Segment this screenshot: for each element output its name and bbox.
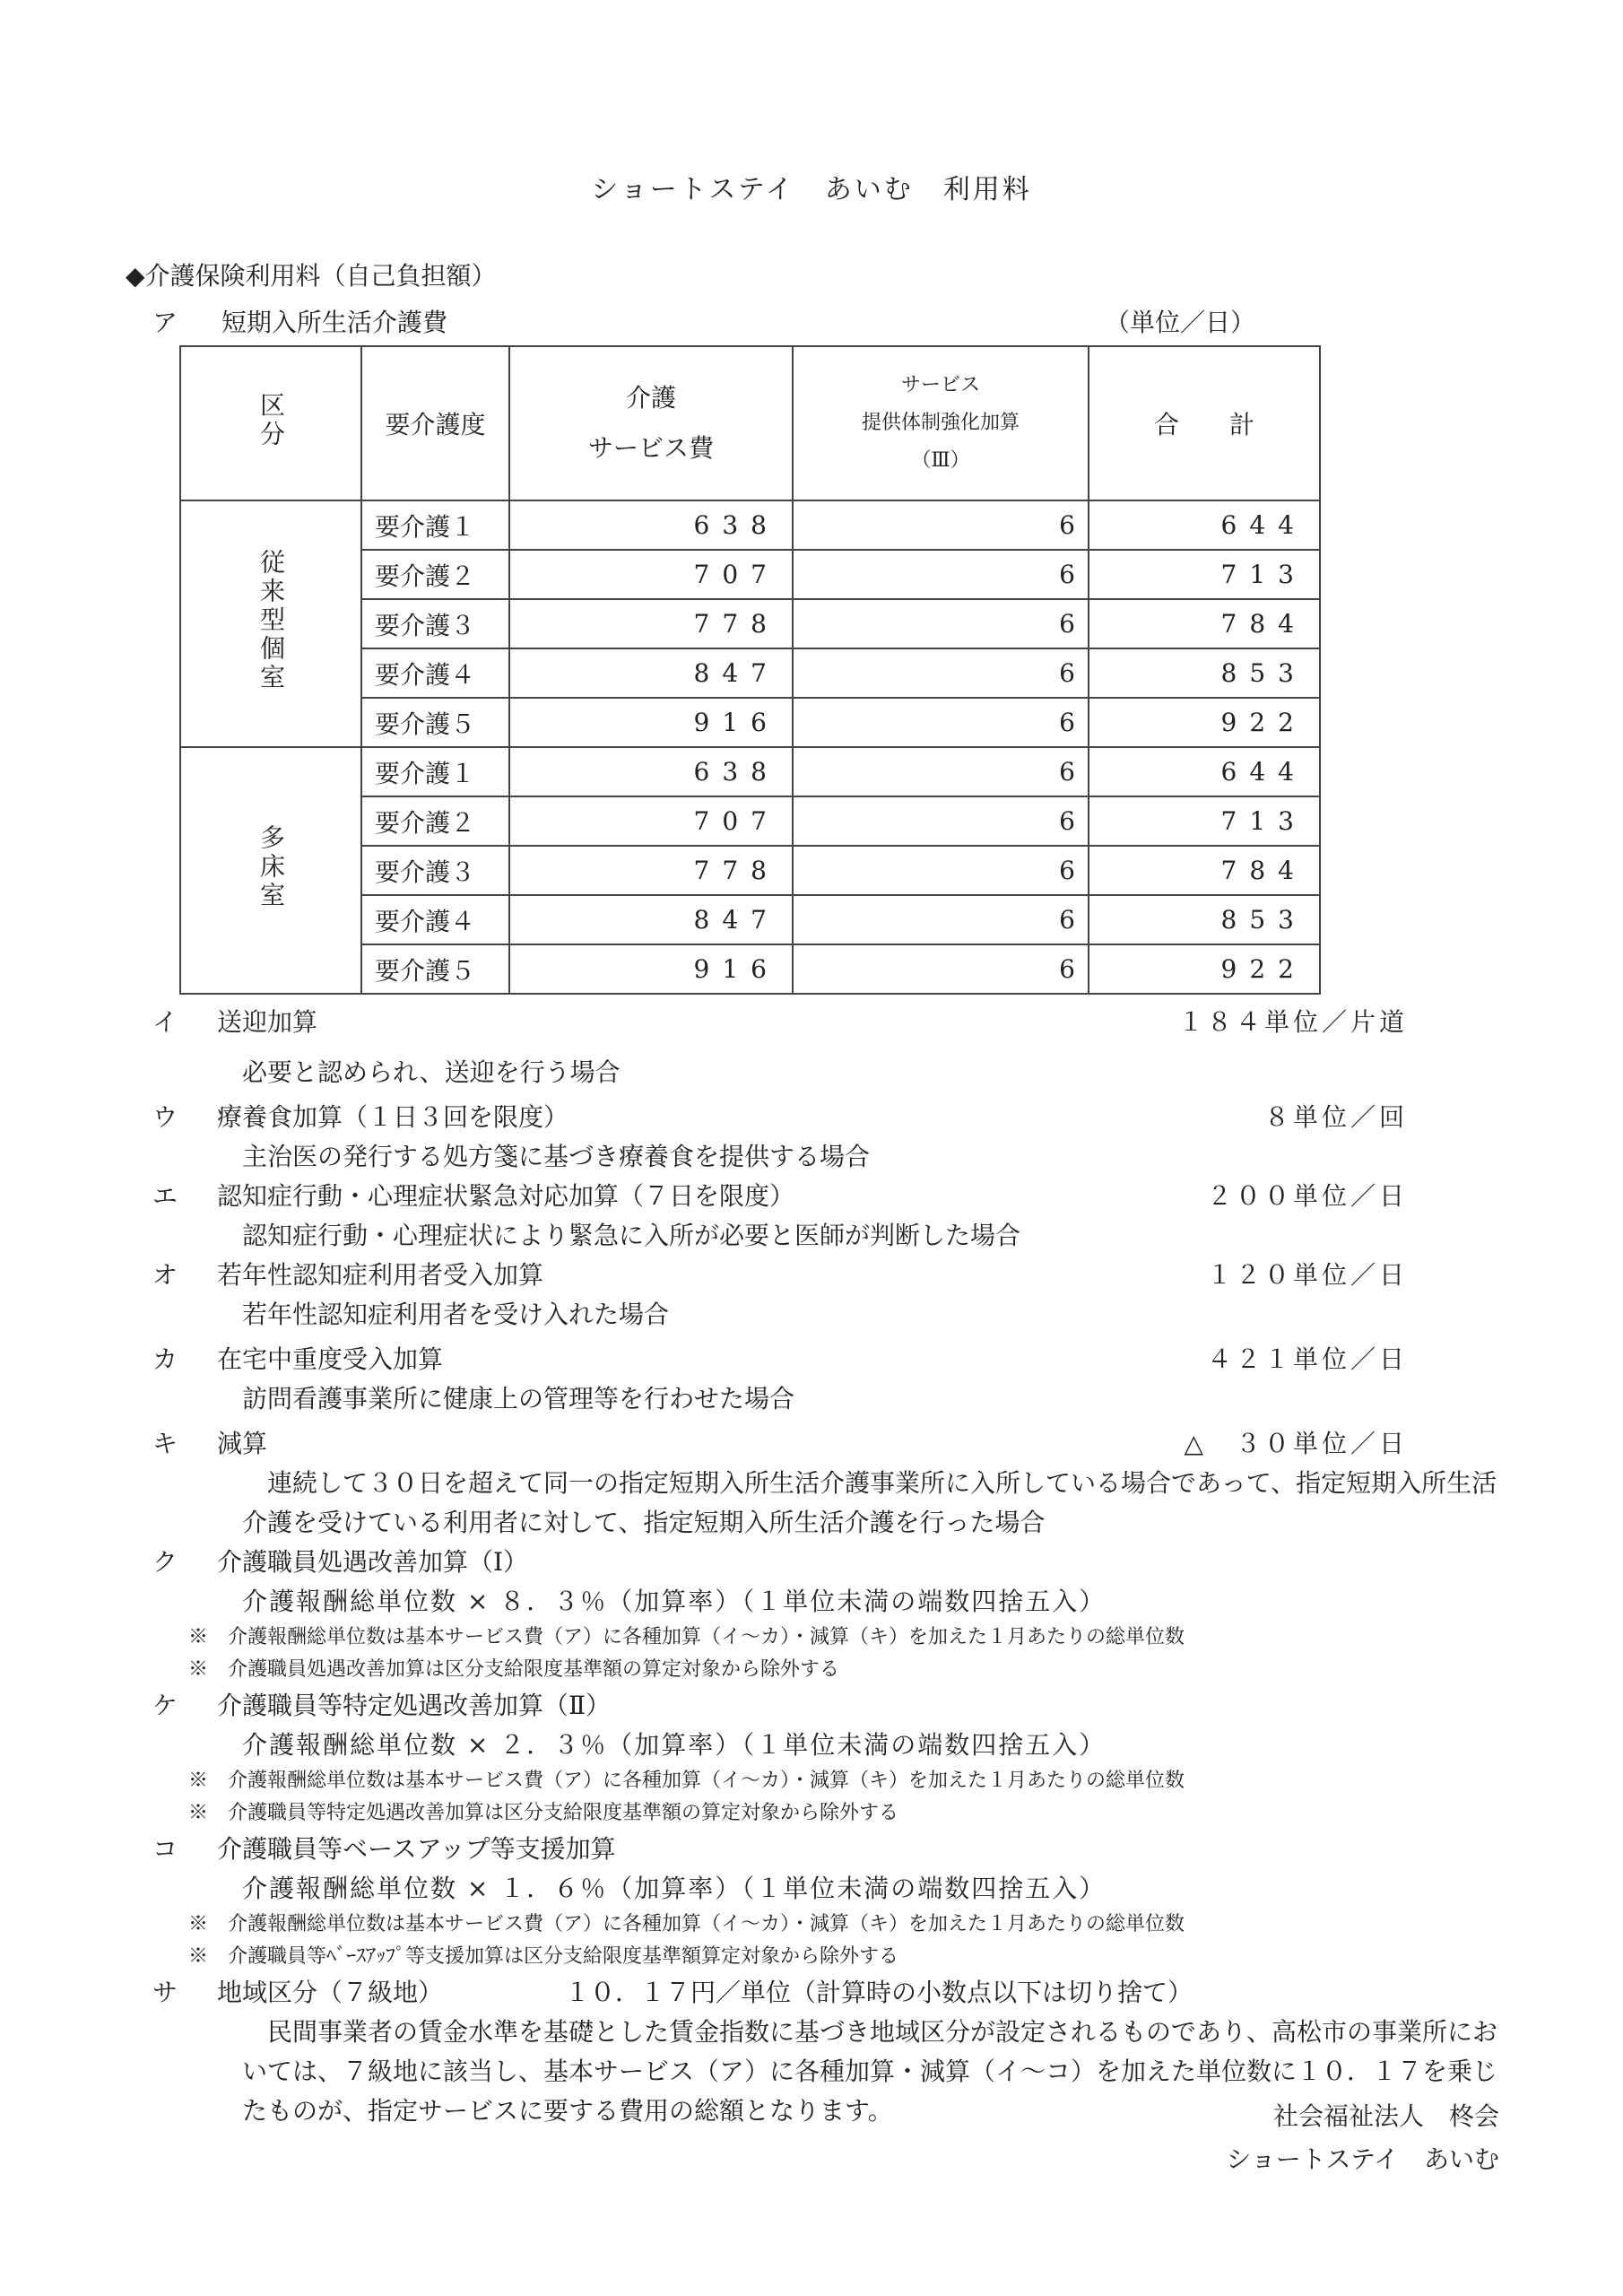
item-value: １８４単位／片道 <box>1177 1007 1408 1037</box>
cell-add: 6 <box>793 895 1089 944</box>
item-note: ※ 介護報酬総単位数は基本サービス費（ア）に各種加算（イ～カ）・減算（キ）を加えた１月あたりの総単位数 <box>188 1913 1185 1935</box>
item-mark: カ <box>152 1344 178 1374</box>
cell-add: 6 <box>793 599 1089 648</box>
item-ki <box>152 1424 1506 1464</box>
subsection-a <box>152 303 1255 339</box>
item-mark: ク <box>152 1547 178 1577</box>
item-e <box>152 1177 1506 1216</box>
item-formula: 介護報酬総単位数 × ２．３％（加算率）（１単位未満の端数四捨五入） <box>242 1730 1107 1760</box>
item-mark: サ <box>152 1978 178 2007</box>
cell-total: 922 <box>1089 944 1320 994</box>
signature-facility: ショートステイ あいむ <box>1226 2144 1499 2174</box>
cell-total: 644 <box>1089 500 1320 550</box>
header-level: 要介護度 <box>361 346 509 500</box>
item-i <box>152 1003 1506 1042</box>
cell-level: 要介護５ <box>361 698 509 747</box>
header-service: 介護 サービス費 <box>509 346 793 500</box>
item-label: 在宅中重度受入加算 <box>217 1344 444 1374</box>
item-note: ※ 介護職員等ﾍﾞｰｽｱｯﾌﾟ等支援加算は区分支給限度基準額算定対象から除外する <box>188 1945 899 1968</box>
item-value: ４２１単位／日 <box>1206 1344 1408 1374</box>
item-desc: 連続して３０日を超えて同一の指定短期入所生活介護事業所に入所している場合であって、指定短期入所生活介護を受けている利用者に対して、指定短期入所生活介護を行った場合 <box>242 1468 1497 1537</box>
cell-service: 638 <box>509 747 793 796</box>
item-note: ※ 介護職員等特定処遇改善加算は区分支給限度基準額の算定対象から除外する <box>188 1802 899 1824</box>
cell-total: 922 <box>1089 698 1320 747</box>
item-value: ２００単位／日 <box>1206 1181 1408 1211</box>
header-add: サービス 提供体制強化加算 （Ⅲ） <box>793 346 1089 500</box>
item-desc: 認知症行動・心理症状により緊急に入所が必要と医師が判断した場合 <box>242 1221 1021 1250</box>
cell-service: 638 <box>509 500 793 550</box>
item-mark: コ <box>152 1834 178 1864</box>
header-total: 合 計 <box>1089 346 1320 500</box>
item-note: ※ 介護報酬総単位数は基本サービス費（ア）に各種加算（イ～カ）・減算（キ）を加えた１月あたりの総単位数 <box>188 1770 1185 1792</box>
cell-service: 847 <box>509 895 793 944</box>
item-note: ※ 介護報酬総単位数は基本サービス費（ア）に各種加算（イ～カ）・減算（キ）を加えた１月あたりの総単位数 <box>188 1626 1185 1648</box>
cell-total: 784 <box>1089 846 1320 895</box>
cell-total: 713 <box>1089 796 1320 846</box>
subsection-a-mark: ア <box>152 308 178 337</box>
signature-org: 社会福祉法人 柊会 <box>1272 2101 1499 2131</box>
subsection-a-unit: （単位／日） <box>1104 308 1255 337</box>
cell-total: 853 <box>1089 648 1320 698</box>
item-ku <box>152 1543 1506 1582</box>
item-mark: オ <box>152 1260 178 1290</box>
cell-level: 要介護２ <box>361 550 509 599</box>
item-desc: 主治医の発行する処方箋に基づき療養食を提供する場合 <box>242 1142 871 1171</box>
cell-add: 6 <box>793 648 1089 698</box>
cell-add: 6 <box>793 550 1089 599</box>
item-u <box>152 1098 1506 1137</box>
item-desc: 若年性認知症利用者を受け入れた場合 <box>242 1300 670 1329</box>
item-desc: 必要と認められ、送迎を行う場合 <box>242 1057 621 1087</box>
cell-level: 要介護２ <box>361 796 509 846</box>
item-label: 療養食加算（１日３回を限度） <box>217 1102 569 1132</box>
cell-total: 853 <box>1089 895 1320 944</box>
cell-total: 713 <box>1089 550 1320 599</box>
item-mark: イ <box>152 1007 178 1037</box>
cell-service: 847 <box>509 648 793 698</box>
item-desc: 民間事業者の賃金水準を基礎とした賃金指数に基づき地域区分が設定されるものであり、高松市の事業所においては、７級地に該当し、基本サービス（ア）に各種加算・減算（イ～コ）を加えた単位数に１０．１７を乗じたものが、指定サービスに要する費用の総額となります。 <box>242 2017 1498 2126</box>
cell-level: 要介護３ <box>361 846 509 895</box>
item-ko <box>152 1830 1506 1869</box>
item-value: １０．１７円／単位（計算時の小数点以下は切り捨て） <box>565 1978 1193 2007</box>
item-mark: エ <box>152 1181 178 1211</box>
fee-table <box>179 345 1321 995</box>
cell-add: 6 <box>793 500 1089 550</box>
cell-level: 要介護１ <box>361 500 509 550</box>
item-formula: 介護報酬総単位数 × ８．３％（加算率）（１単位未満の端数四捨五入） <box>242 1587 1107 1616</box>
item-label: 介護職員処遇改善加算（Ⅰ） <box>217 1547 529 1577</box>
cell-level: 要介護３ <box>361 599 509 648</box>
table-header-row <box>180 346 1320 500</box>
item-sa <box>152 1973 1506 2013</box>
table-row <box>180 747 1320 796</box>
cell-level: 要介護１ <box>361 747 509 796</box>
cell-total: 644 <box>1089 747 1320 796</box>
page-title: ショートステイ あいむ 利用料 <box>591 174 1032 205</box>
cell-service: 916 <box>509 698 793 747</box>
item-label: 介護職員等ベースアップ等支援加算 <box>217 1834 616 1864</box>
item-mark: ウ <box>152 1102 178 1132</box>
additional-items <box>152 1003 1506 2131</box>
item-label: 介護職員等特定処遇改善加算（Ⅱ） <box>217 1691 612 1720</box>
cell-add: 6 <box>793 747 1089 796</box>
cell-service: 778 <box>509 599 793 648</box>
item-label: 若年性認知症利用者受入加算 <box>217 1260 544 1290</box>
cell-add: 6 <box>793 846 1089 895</box>
cell-level: 要介護４ <box>361 648 509 698</box>
item-label: 送迎加算 <box>217 1007 318 1037</box>
group-name: 従来型個室 <box>180 500 361 747</box>
section-heading: ◆介護保険利用料（自己負担額） <box>126 261 497 291</box>
item-value: △ ３０単位／日 <box>1184 1429 1408 1458</box>
subsection-a-label: 短期入所生活介護費 <box>221 308 447 337</box>
cell-total: 784 <box>1089 599 1320 648</box>
item-value: ８単位／回 <box>1263 1102 1408 1132</box>
item-label: 減算 <box>217 1429 268 1458</box>
header-kubun: 区分 <box>180 346 361 500</box>
cell-add: 6 <box>793 944 1089 994</box>
item-note: ※ 介護職員処遇改善加算は区分支給限度基準額の算定対象から除外する <box>188 1658 840 1681</box>
cell-service: 707 <box>509 796 793 846</box>
item-ke <box>152 1686 1506 1726</box>
item-mark: ケ <box>152 1691 178 1720</box>
cell-add: 6 <box>793 796 1089 846</box>
item-label: 地域区分（７級地） <box>217 1978 444 2007</box>
item-o <box>152 1256 1506 1295</box>
item-value: １２０単位／日 <box>1206 1260 1408 1290</box>
item-label: 認知症行動・心理症状緊急対応加算（７日を限度） <box>217 1181 795 1211</box>
item-desc: 訪問看護事業所に健康上の管理等を行わせた場合 <box>242 1384 795 1413</box>
cell-add: 6 <box>793 698 1089 747</box>
table-row <box>180 500 1320 550</box>
cell-service: 916 <box>509 944 793 994</box>
cell-level: 要介護５ <box>361 944 509 994</box>
item-formula: 介護報酬総単位数 × １．６％（加算率）（１単位未満の端数四捨五入） <box>242 1874 1107 1903</box>
cell-service: 778 <box>509 846 793 895</box>
signature-block <box>1226 2095 1499 2181</box>
cell-level: 要介護４ <box>361 895 509 944</box>
group-name: 多床室 <box>180 747 361 994</box>
item-ka <box>152 1340 1506 1379</box>
cell-service: 707 <box>509 550 793 599</box>
item-mark: キ <box>152 1429 178 1458</box>
